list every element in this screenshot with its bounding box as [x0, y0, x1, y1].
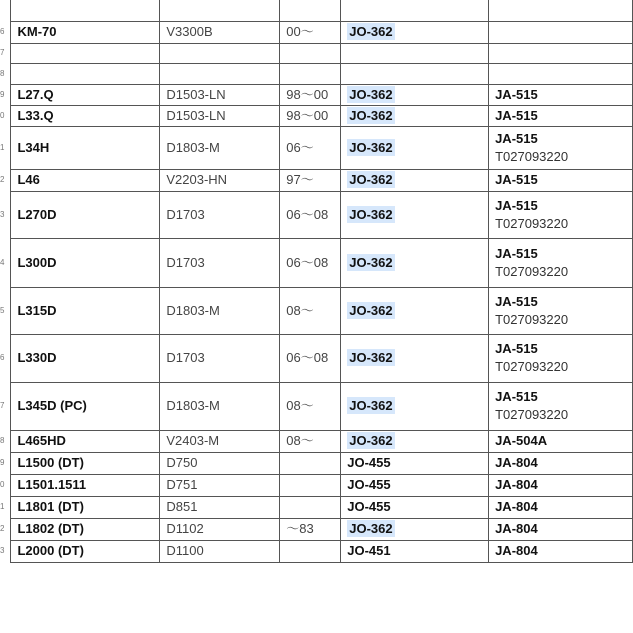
model-cell[interactable]: L27.Q [11, 84, 160, 105]
year-cell[interactable] [280, 474, 341, 496]
model-cell[interactable]: L46 [11, 169, 160, 191]
air-filter-cell[interactable] [489, 63, 633, 84]
air-filter-cell[interactable] [489, 334, 633, 382]
model-cell[interactable]: L300D [11, 238, 160, 287]
year-cell[interactable]: 98～00 [280, 84, 341, 105]
air-filter-cell[interactable] [489, 496, 633, 518]
row-number: 5 [0, 287, 11, 334]
oil-filter-code: JO-362 [349, 350, 393, 365]
year-cell[interactable]: 06～08 [280, 334, 341, 382]
air-filter-cell[interactable] [489, 126, 633, 169]
year-cell[interactable] [280, 63, 341, 84]
oil-filter-cell[interactable] [341, 334, 489, 382]
air-filter-cell[interactable] [489, 382, 633, 430]
air-filter-code: JA-515 [495, 293, 538, 309]
engine-cell[interactable]: D1703 [160, 191, 280, 238]
air-filter-code: JA-515 [495, 197, 538, 213]
oil-filter-cell[interactable] [341, 84, 489, 105]
oil-filter-cell[interactable] [341, 452, 489, 474]
air-filter-code: JA-515 [495, 389, 538, 404]
oil-filter-code: JO-362 [349, 86, 393, 102]
year-cell[interactable] [280, 452, 341, 474]
engine-cell[interactable]: D1100 [160, 540, 280, 562]
model-cell[interactable]: L34H [11, 126, 160, 169]
row-number: 9 [0, 452, 11, 474]
part-number: T027093220 [495, 148, 569, 164]
part-number: T027093220 [495, 359, 569, 374]
table-row [0, 474, 633, 496]
row-number: 3 [0, 540, 11, 562]
air-filter-cell[interactable] [489, 540, 633, 562]
air-filter-code: JA-804 [495, 499, 538, 514]
row-number: 1 [0, 496, 11, 518]
oil-filter-code: JO-362 [349, 521, 393, 536]
year-cell[interactable] [280, 0, 341, 21]
air-filter-cell[interactable] [489, 191, 633, 238]
air-filter-code: JA-804 [495, 477, 538, 492]
row-number: 0 [0, 105, 11, 126]
year-cell[interactable]: 08～ [280, 430, 341, 452]
engine-cell[interactable]: D1503-LN [160, 105, 280, 126]
air-filter-cell[interactable] [489, 169, 633, 191]
table-row [0, 191, 633, 238]
air-filter-cell[interactable] [489, 21, 633, 43]
row-number: 0 [0, 474, 11, 496]
oil-filter-cell[interactable] [341, 496, 489, 518]
oil-filter-code: JO-455 [347, 477, 391, 492]
part-number: T027093220 [495, 215, 569, 231]
table-row [0, 105, 633, 126]
air-filter-cell[interactable] [489, 518, 633, 540]
year-cell[interactable]: 97～ [280, 169, 341, 191]
engine-cell[interactable]: D1102 [160, 518, 280, 540]
part-number: T027093220 [495, 407, 569, 422]
year-cell[interactable]: 06～ [280, 126, 341, 169]
row-number: 7 [0, 382, 11, 430]
oil-filter-code: JO-362 [349, 398, 393, 413]
air-filter-code: JA-515 [495, 172, 538, 187]
model-cell[interactable]: L1801 (DT) [11, 496, 160, 518]
engine-cell[interactable]: D751 [160, 474, 280, 496]
model-cell[interactable]: L1501.1511 [11, 474, 160, 496]
part-number: T027093220 [495, 263, 569, 279]
table-row [0, 0, 633, 21]
year-cell[interactable]: 00～ [280, 21, 341, 43]
model-cell[interactable]: KM-70 [11, 21, 160, 43]
row-number: 3 [0, 191, 11, 238]
table-row [0, 518, 633, 540]
table-row [0, 238, 633, 287]
table-row [0, 21, 633, 43]
table-row [0, 334, 633, 382]
oil-filter-cell[interactable] [341, 474, 489, 496]
year-cell[interactable]: 98～00 [280, 105, 341, 126]
air-filter-code: JA-515 [495, 86, 538, 102]
air-filter-cell[interactable] [489, 474, 633, 496]
oil-filter-cell[interactable] [341, 287, 489, 334]
model-cell[interactable]: L345D (PC) [11, 382, 160, 430]
row-number: 8 [0, 430, 11, 452]
air-filter-cell[interactable] [489, 105, 633, 126]
engine-cell[interactable]: D1803-M [160, 126, 280, 169]
year-cell[interactable]: 08～ [280, 287, 341, 334]
engine-cell[interactable] [160, 63, 280, 84]
engine-cell[interactable]: D750 [160, 452, 280, 474]
oil-filter-cell[interactable] [341, 63, 489, 84]
model-cell[interactable] [11, 43, 160, 63]
model-cell[interactable]: L465HD [11, 430, 160, 452]
table-row [0, 452, 633, 474]
oil-filter-cell[interactable] [341, 43, 489, 63]
row-number: 7 [0, 43, 11, 63]
table-row [0, 84, 633, 105]
row-number: 2 [0, 169, 11, 191]
air-filter-code: JA-515 [495, 341, 538, 356]
year-cell[interactable] [280, 43, 341, 63]
oil-filter-code: JO-362 [349, 302, 393, 318]
engine-cell[interactable]: D1803-M [160, 287, 280, 334]
oil-filter-cell[interactable] [341, 105, 489, 126]
engine-cell[interactable]: D1703 [160, 334, 280, 382]
oil-filter-cell[interactable] [341, 191, 489, 238]
table-row [0, 382, 633, 430]
row-number [0, 0, 11, 21]
engine-cell[interactable]: D1703 [160, 238, 280, 287]
year-cell[interactable]: 08～ [280, 382, 341, 430]
oil-filter-cell[interactable] [341, 430, 489, 452]
oil-filter-cell[interactable] [341, 169, 489, 191]
air-filter-code: JA-515 [495, 130, 538, 146]
model-cell[interactable]: L1500 (DT) [11, 452, 160, 474]
row-number: 4 [0, 238, 11, 287]
air-filter-code: JA-515 [495, 245, 538, 261]
model-cell[interactable]: L1802 (DT) [11, 518, 160, 540]
engine-cell[interactable] [160, 43, 280, 63]
engine-cell[interactable]: D1503-LN [160, 84, 280, 105]
oil-filter-cell[interactable] [341, 382, 489, 430]
air-filter-cell[interactable] [489, 430, 633, 452]
row-number: 2 [0, 518, 11, 540]
oil-filter-cell[interactable] [341, 238, 489, 287]
oil-filter-code: JO-455 [347, 499, 391, 514]
oil-filter-code: JO-455 [347, 455, 391, 470]
air-filter-cell[interactable] [489, 84, 633, 105]
oil-filter-cell[interactable] [341, 21, 489, 43]
air-filter-cell[interactable] [489, 452, 633, 474]
row-number: 6 [0, 334, 11, 382]
year-cell[interactable] [280, 496, 341, 518]
engine-cell[interactable] [160, 0, 280, 21]
table-row [0, 169, 633, 191]
row-number: 1 [0, 126, 11, 169]
model-cell[interactable]: L2000 (DT) [11, 540, 160, 562]
table-row [0, 496, 633, 518]
row-number: 6 [0, 21, 11, 43]
air-filter-code: JA-515 [495, 107, 538, 123]
oil-filter-code: JO-362 [349, 107, 393, 123]
air-filter-code: JA-804 [495, 521, 538, 536]
table-row [0, 63, 633, 84]
model-cell[interactable]: L270D [11, 191, 160, 238]
table-row [0, 43, 633, 63]
engine-cell[interactable]: V2403-M [160, 430, 280, 452]
table-row [0, 540, 633, 562]
air-filter-cell[interactable] [489, 43, 633, 63]
table-row [0, 126, 633, 169]
engine-cell[interactable]: V2203-HN [160, 169, 280, 191]
oil-filter-code: JO-451 [347, 543, 391, 558]
oil-filter-code: JO-362 [349, 24, 393, 39]
engine-cell[interactable]: D851 [160, 496, 280, 518]
oil-filter-cell[interactable] [341, 518, 489, 540]
model-cell[interactable] [11, 63, 160, 84]
year-cell[interactable] [280, 540, 341, 562]
oil-filter-code: JO-362 [349, 206, 393, 222]
year-cell[interactable]: 06～08 [280, 238, 341, 287]
oil-filter-code: JO-362 [349, 254, 393, 270]
model-cell[interactable]: L33.Q [11, 105, 160, 126]
air-filter-code: JA-804 [495, 455, 538, 470]
engine-cell[interactable]: V3300B [160, 21, 280, 43]
air-filter-cell[interactable] [489, 0, 633, 21]
model-cell[interactable]: L330D [11, 334, 160, 382]
oil-filter-cell[interactable] [341, 0, 489, 21]
model-cell[interactable]: L315D [11, 287, 160, 334]
oil-filter-code: JO-362 [349, 172, 393, 187]
year-cell[interactable]: 06～08 [280, 191, 341, 238]
engine-cell[interactable]: D1803-M [160, 382, 280, 430]
year-cell[interactable]: ～83 [280, 518, 341, 540]
air-filter-cell[interactable] [489, 238, 633, 287]
row-number: 8 [0, 63, 11, 84]
air-filter-cell[interactable] [489, 287, 633, 334]
oil-filter-cell[interactable] [341, 126, 489, 169]
model-cell[interactable] [11, 0, 160, 21]
table-row [0, 287, 633, 334]
air-filter-code: JA-804 [495, 543, 538, 558]
oil-filter-cell[interactable] [341, 540, 489, 562]
part-number: T027093220 [495, 311, 569, 327]
air-filter-code: JA-504A [495, 433, 548, 448]
table-row [0, 430, 633, 452]
oil-filter-code: JO-362 [349, 139, 393, 155]
oil-filter-code: JO-362 [349, 433, 393, 448]
row-number: 9 [0, 84, 11, 105]
